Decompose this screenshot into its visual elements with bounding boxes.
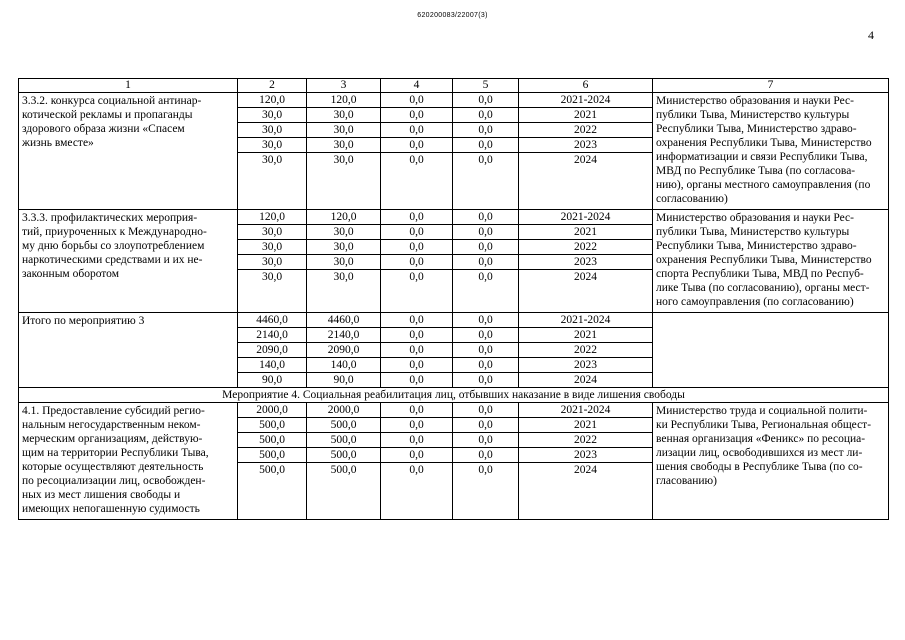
federal-budget: 0,0 <box>381 373 453 388</box>
local-budget: 0,0 <box>453 463 519 520</box>
local-budget: 0,0 <box>453 373 519 388</box>
executors-line: публики Тыва, Министерство культуры <box>656 109 850 121</box>
measure-description-line: здорового образа жизни «Спасем <box>22 123 185 135</box>
executors <box>653 210 889 313</box>
executors-text <box>656 94 885 206</box>
executors-line: шения свободы в Республике Тыва (по со- <box>656 461 863 473</box>
period: 2021 <box>519 328 653 343</box>
total-amount: 140,0 <box>238 358 307 373</box>
local-budget: 0,0 <box>453 210 519 225</box>
period: 2023 <box>519 448 653 463</box>
measure-description <box>19 403 238 520</box>
total-amount: 500,0 <box>238 433 307 448</box>
table-row <box>19 403 889 418</box>
local-budget: 0,0 <box>453 240 519 255</box>
total-amount: 30,0 <box>238 153 307 210</box>
section-title: Мероприятие 4. Социальная реабилитация лиц, отбывших наказание в виде лишения свободы <box>19 388 889 403</box>
total-amount: 30,0 <box>238 255 307 270</box>
measure-description-line: му дню борьбы со злоупотреблением <box>22 240 205 252</box>
executors <box>653 313 889 388</box>
executors-line: ки Республики Тыва, Региональная общест- <box>656 419 872 431</box>
local-budget: 0,0 <box>453 225 519 240</box>
federal-budget: 0,0 <box>381 403 453 418</box>
federal-budget: 0,0 <box>381 463 453 520</box>
local-budget: 0,0 <box>453 343 519 358</box>
republican-budget: 30,0 <box>307 270 381 313</box>
period: 2021 <box>519 108 653 123</box>
local-budget: 0,0 <box>453 448 519 463</box>
federal-budget: 0,0 <box>381 313 453 328</box>
republican-budget: 120,0 <box>307 210 381 225</box>
measures-table <box>18 78 889 520</box>
total-amount: 30,0 <box>238 123 307 138</box>
total-amount: 120,0 <box>238 93 307 108</box>
header-row <box>19 79 889 93</box>
measure-description-text <box>22 94 234 150</box>
total-amount: 2090,0 <box>238 343 307 358</box>
period: 2022 <box>519 343 653 358</box>
section-row <box>19 388 889 403</box>
republican-budget: 500,0 <box>307 463 381 520</box>
measure-description-line: ных из мест лишения свободы и <box>22 489 181 501</box>
measure-description-line: которые осуществляют деятельность <box>22 461 204 473</box>
republican-budget: 500,0 <box>307 418 381 433</box>
executors-line: гласованию) <box>656 475 717 487</box>
measure-description-line: тий, приуроченных к Международно- <box>22 226 207 238</box>
document-id: 620200083/22007(3) <box>417 12 488 19</box>
measure-description-line: законным оборотом <box>22 268 119 280</box>
executors-line: публики Тыва, Министерство культуры <box>656 226 850 238</box>
executors-line: нию), органы местного самоуправления (по <box>656 179 871 191</box>
executors-line: спорта Республики Тыва, МВД по Респуб- <box>656 268 864 280</box>
measure-description-text <box>22 211 234 281</box>
federal-budget: 0,0 <box>381 328 453 343</box>
executors-line: Республики Тыва, Министерство здраво- <box>656 240 857 252</box>
executors-line: ного самоуправления (по согласованию) <box>656 296 854 308</box>
local-budget: 0,0 <box>453 153 519 210</box>
period: 2021-2024 <box>519 93 653 108</box>
measure-description-text <box>22 314 234 328</box>
period: 2021 <box>519 225 653 240</box>
period: 2023 <box>519 255 653 270</box>
total-amount: 30,0 <box>238 270 307 313</box>
total-amount: 500,0 <box>238 463 307 520</box>
executors-line: Министерство образования и науки Рес- <box>656 95 854 107</box>
federal-budget: 0,0 <box>381 153 453 210</box>
executors-text <box>656 404 885 488</box>
period: 2022 <box>519 240 653 255</box>
header-col-7: 7 <box>653 79 889 93</box>
local-budget: 0,0 <box>453 138 519 153</box>
measure-description-line: по ресоциализации лиц, освобожден- <box>22 475 206 487</box>
measure-description-line: мерческим организациям, действую- <box>22 433 203 445</box>
measure-description-line: Итого по мероприятию 3 <box>22 315 145 327</box>
republican-budget: 30,0 <box>307 153 381 210</box>
local-budget: 0,0 <box>453 313 519 328</box>
period: 2021 <box>519 418 653 433</box>
table-row <box>19 210 889 225</box>
local-budget: 0,0 <box>453 255 519 270</box>
total-amount: 4460,0 <box>238 313 307 328</box>
period: 2021-2024 <box>519 210 653 225</box>
executors-line: лике Тыва (по согласованию), органы мест- <box>656 282 870 294</box>
executors-line: лизации лиц, освободившихся из мест ли- <box>656 447 863 459</box>
executors-line: Республики Тыва, Министерство здраво- <box>656 123 857 135</box>
total-amount: 500,0 <box>238 448 307 463</box>
total-amount: 90,0 <box>238 373 307 388</box>
republican-budget: 30,0 <box>307 225 381 240</box>
period: 2023 <box>519 358 653 373</box>
executors-line: Министерство труда и социальной полити- <box>656 405 868 417</box>
table-row <box>19 93 889 108</box>
period: 2024 <box>519 153 653 210</box>
measure-description-line: 4.1. Предоставление субсидий регио- <box>22 405 205 417</box>
federal-budget: 0,0 <box>381 448 453 463</box>
federal-budget: 0,0 <box>381 270 453 313</box>
header-col-6: 6 <box>519 79 653 93</box>
total-amount: 500,0 <box>238 418 307 433</box>
local-budget: 0,0 <box>453 328 519 343</box>
page-number: 4 <box>868 28 874 42</box>
period: 2024 <box>519 373 653 388</box>
period: 2021-2024 <box>519 313 653 328</box>
republican-budget: 2090,0 <box>307 343 381 358</box>
federal-budget: 0,0 <box>381 138 453 153</box>
header-col-3: 3 <box>307 79 381 93</box>
measure-description-line: 3.3.3. профилактических мероприя- <box>22 212 198 224</box>
executors-line: согласованию) <box>656 193 728 205</box>
measure-description-line: наркотическими средствами и их не- <box>22 254 203 266</box>
executors-line: Министерство образования и науки Рес- <box>656 212 854 224</box>
period: 2021-2024 <box>519 403 653 418</box>
total-amount: 2140,0 <box>238 328 307 343</box>
header-col-4: 4 <box>381 79 453 93</box>
local-budget: 0,0 <box>453 93 519 108</box>
republican-budget: 2140,0 <box>307 328 381 343</box>
republican-budget: 30,0 <box>307 240 381 255</box>
period: 2022 <box>519 123 653 138</box>
republican-budget: 4460,0 <box>307 313 381 328</box>
executors-line: МВД по Республике Тыва (по согласова- <box>656 165 856 177</box>
republican-budget: 30,0 <box>307 138 381 153</box>
republican-budget: 90,0 <box>307 373 381 388</box>
federal-budget: 0,0 <box>381 225 453 240</box>
local-budget: 0,0 <box>453 418 519 433</box>
local-budget: 0,0 <box>453 358 519 373</box>
federal-budget: 0,0 <box>381 240 453 255</box>
period: 2024 <box>519 463 653 520</box>
local-budget: 0,0 <box>453 403 519 418</box>
executors <box>653 403 889 520</box>
local-budget: 0,0 <box>453 270 519 313</box>
executors-line: информатизации и связи Республики Тыва, <box>656 151 868 163</box>
measure-description-line: имеющих непогашенную судимость <box>22 503 200 515</box>
total-amount: 2000,0 <box>238 403 307 418</box>
executors-line: охранения Республики Тыва, Министерство <box>656 137 872 149</box>
measure-description-line: 3.3.2. конкурса социальной антинар- <box>22 95 202 107</box>
table-row <box>19 313 889 328</box>
executors-line: охранения Республики Тыва, Министерство <box>656 254 872 266</box>
total-amount: 30,0 <box>238 240 307 255</box>
period: 2022 <box>519 433 653 448</box>
local-budget: 0,0 <box>453 123 519 138</box>
period: 2023 <box>519 138 653 153</box>
republican-budget: 140,0 <box>307 358 381 373</box>
measure-description-line: жизнь вместе» <box>22 137 94 149</box>
header-col-5: 5 <box>453 79 519 93</box>
measure-description-text <box>22 404 234 516</box>
executors <box>653 93 889 210</box>
republican-budget: 2000,0 <box>307 403 381 418</box>
period: 2024 <box>519 270 653 313</box>
total-amount: 30,0 <box>238 138 307 153</box>
federal-budget: 0,0 <box>381 123 453 138</box>
measure-description <box>19 210 238 313</box>
measure-description-line: котической рекламы и пропаганды <box>22 109 193 121</box>
measure-description-line: щим на территории Республики Тыва, <box>22 447 209 459</box>
federal-budget: 0,0 <box>381 108 453 123</box>
republican-budget: 30,0 <box>307 255 381 270</box>
republican-budget: 30,0 <box>307 108 381 123</box>
header-col-2: 2 <box>238 79 307 93</box>
measure-description <box>19 93 238 210</box>
executors-line: венная организация «Феникс» по ресоциа- <box>656 433 866 445</box>
total-amount: 30,0 <box>238 108 307 123</box>
republican-budget: 120,0 <box>307 93 381 108</box>
header-col-1: 1 <box>19 79 238 93</box>
executors-text <box>656 211 885 309</box>
republican-budget: 500,0 <box>307 433 381 448</box>
federal-budget: 0,0 <box>381 93 453 108</box>
federal-budget: 0,0 <box>381 210 453 225</box>
measure-description-line: нальным негосударственным неком- <box>22 419 201 431</box>
republican-budget: 30,0 <box>307 123 381 138</box>
local-budget: 0,0 <box>453 108 519 123</box>
republican-budget: 500,0 <box>307 448 381 463</box>
federal-budget: 0,0 <box>381 433 453 448</box>
federal-budget: 0,0 <box>381 418 453 433</box>
local-budget: 0,0 <box>453 433 519 448</box>
total-amount: 30,0 <box>238 225 307 240</box>
federal-budget: 0,0 <box>381 343 453 358</box>
federal-budget: 0,0 <box>381 358 453 373</box>
measure-description <box>19 313 238 388</box>
total-amount: 120,0 <box>238 210 307 225</box>
federal-budget: 0,0 <box>381 255 453 270</box>
